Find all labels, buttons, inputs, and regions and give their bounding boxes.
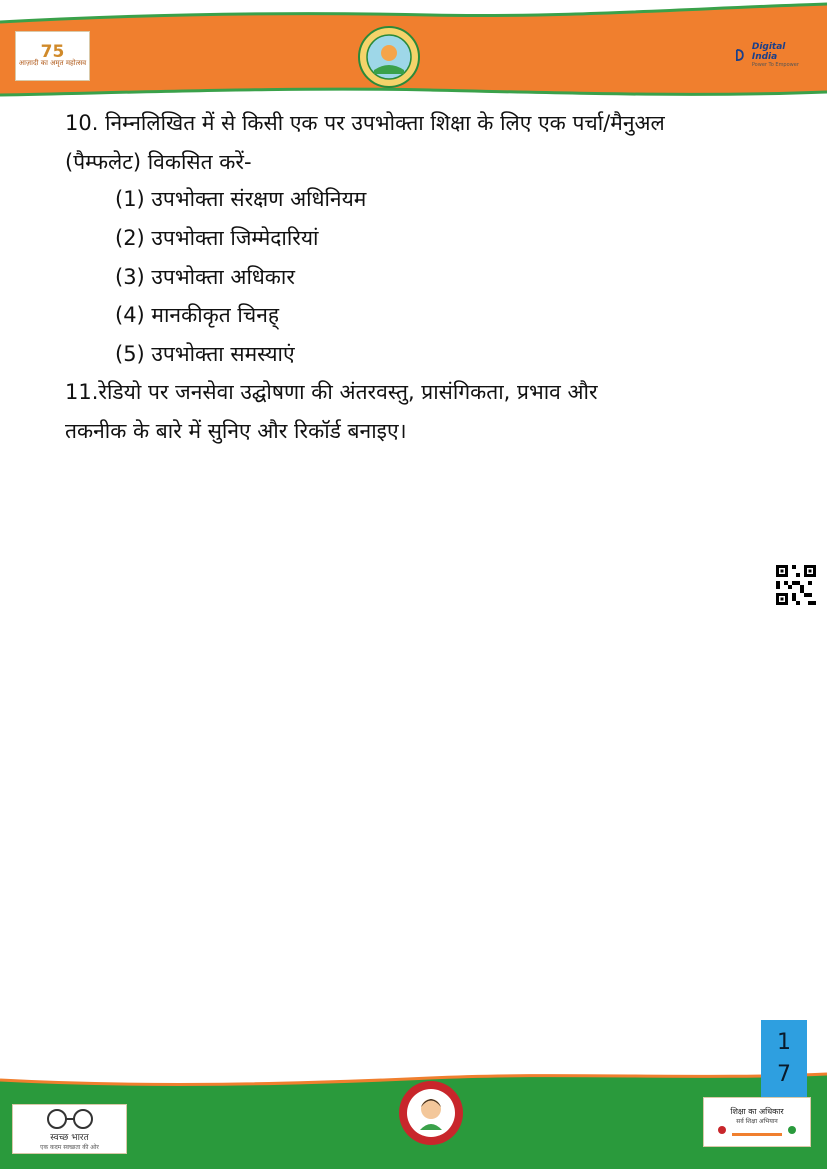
azadi-ka-amrit-mahotsav-logo [15,31,90,81]
digital-india-logo [730,40,805,70]
swachh-bharat-text: स्वच्छ भारत [50,1132,89,1143]
question-10-options-list [115,180,827,374]
digital-india-emblem-icon [730,44,749,66]
shiksha-logo-title: शिक्षा का अधिकार [730,1106,784,1116]
page-number-digit: 7 [777,1062,791,1087]
children-illustration-icon [712,1125,802,1139]
spectacles-icon [40,1108,100,1130]
shiksha-logo-tagline: सर्व शिक्षा अभियान [736,1117,778,1125]
shiksha-ka-adhikar-logo [703,1097,811,1147]
page-number-digit: 1 [777,1030,791,1055]
qr-code-icon[interactable] [776,565,816,605]
question-11-line1: 11.रेडियो पर जनसेवा उद्घोषणा की अंतरवस्तु, प्रासंगिकता, प्रभाव और [65,380,598,404]
education-department-seal-icon [358,26,420,88]
list-item: (5) उपभोक्ता समस्याएं [115,342,295,367]
list-item: (1) उपभोक्ता संरक्षण अधिनियम [115,187,367,211]
question-11 [65,373,785,450]
question-10-intro-line2: (पैम्फलेट) विकसित करें- [65,149,252,174]
question-10-intro: 10. निम्नलिखित में से किसी एक पर उपभोक्ता शिक्षा के लिए एक पर्चा/मैनुअल [65,111,665,135]
list-item: (3) उपभोक्ता अधिकार [115,264,295,289]
beti-bachao-beti-padhao-seal-icon [398,1080,464,1146]
page-number-badge [761,1020,807,1098]
swachh-bharat-logo [12,1104,127,1154]
list-item: (2) उपभोक्ता जिम्मेदारियां [115,225,319,250]
question-10 [65,104,785,181]
question-11-line2: तकनीक के बारे में सुनिए और रिकॉर्ड बनाइए। [65,418,407,443]
azadi-logo-text: आज़ादी का अमृत महोत्सव [18,58,87,67]
digital-india-title: Digital India [751,42,786,62]
swachh-bharat-tagline: एक कदम स्वच्छता की ओर [40,1143,99,1151]
list-item: (4) मानकीकृत चिनह् [115,303,279,328]
azadi-logo-number: 75 [40,41,65,62]
digital-india-tagline: Power To Empower [751,62,799,68]
